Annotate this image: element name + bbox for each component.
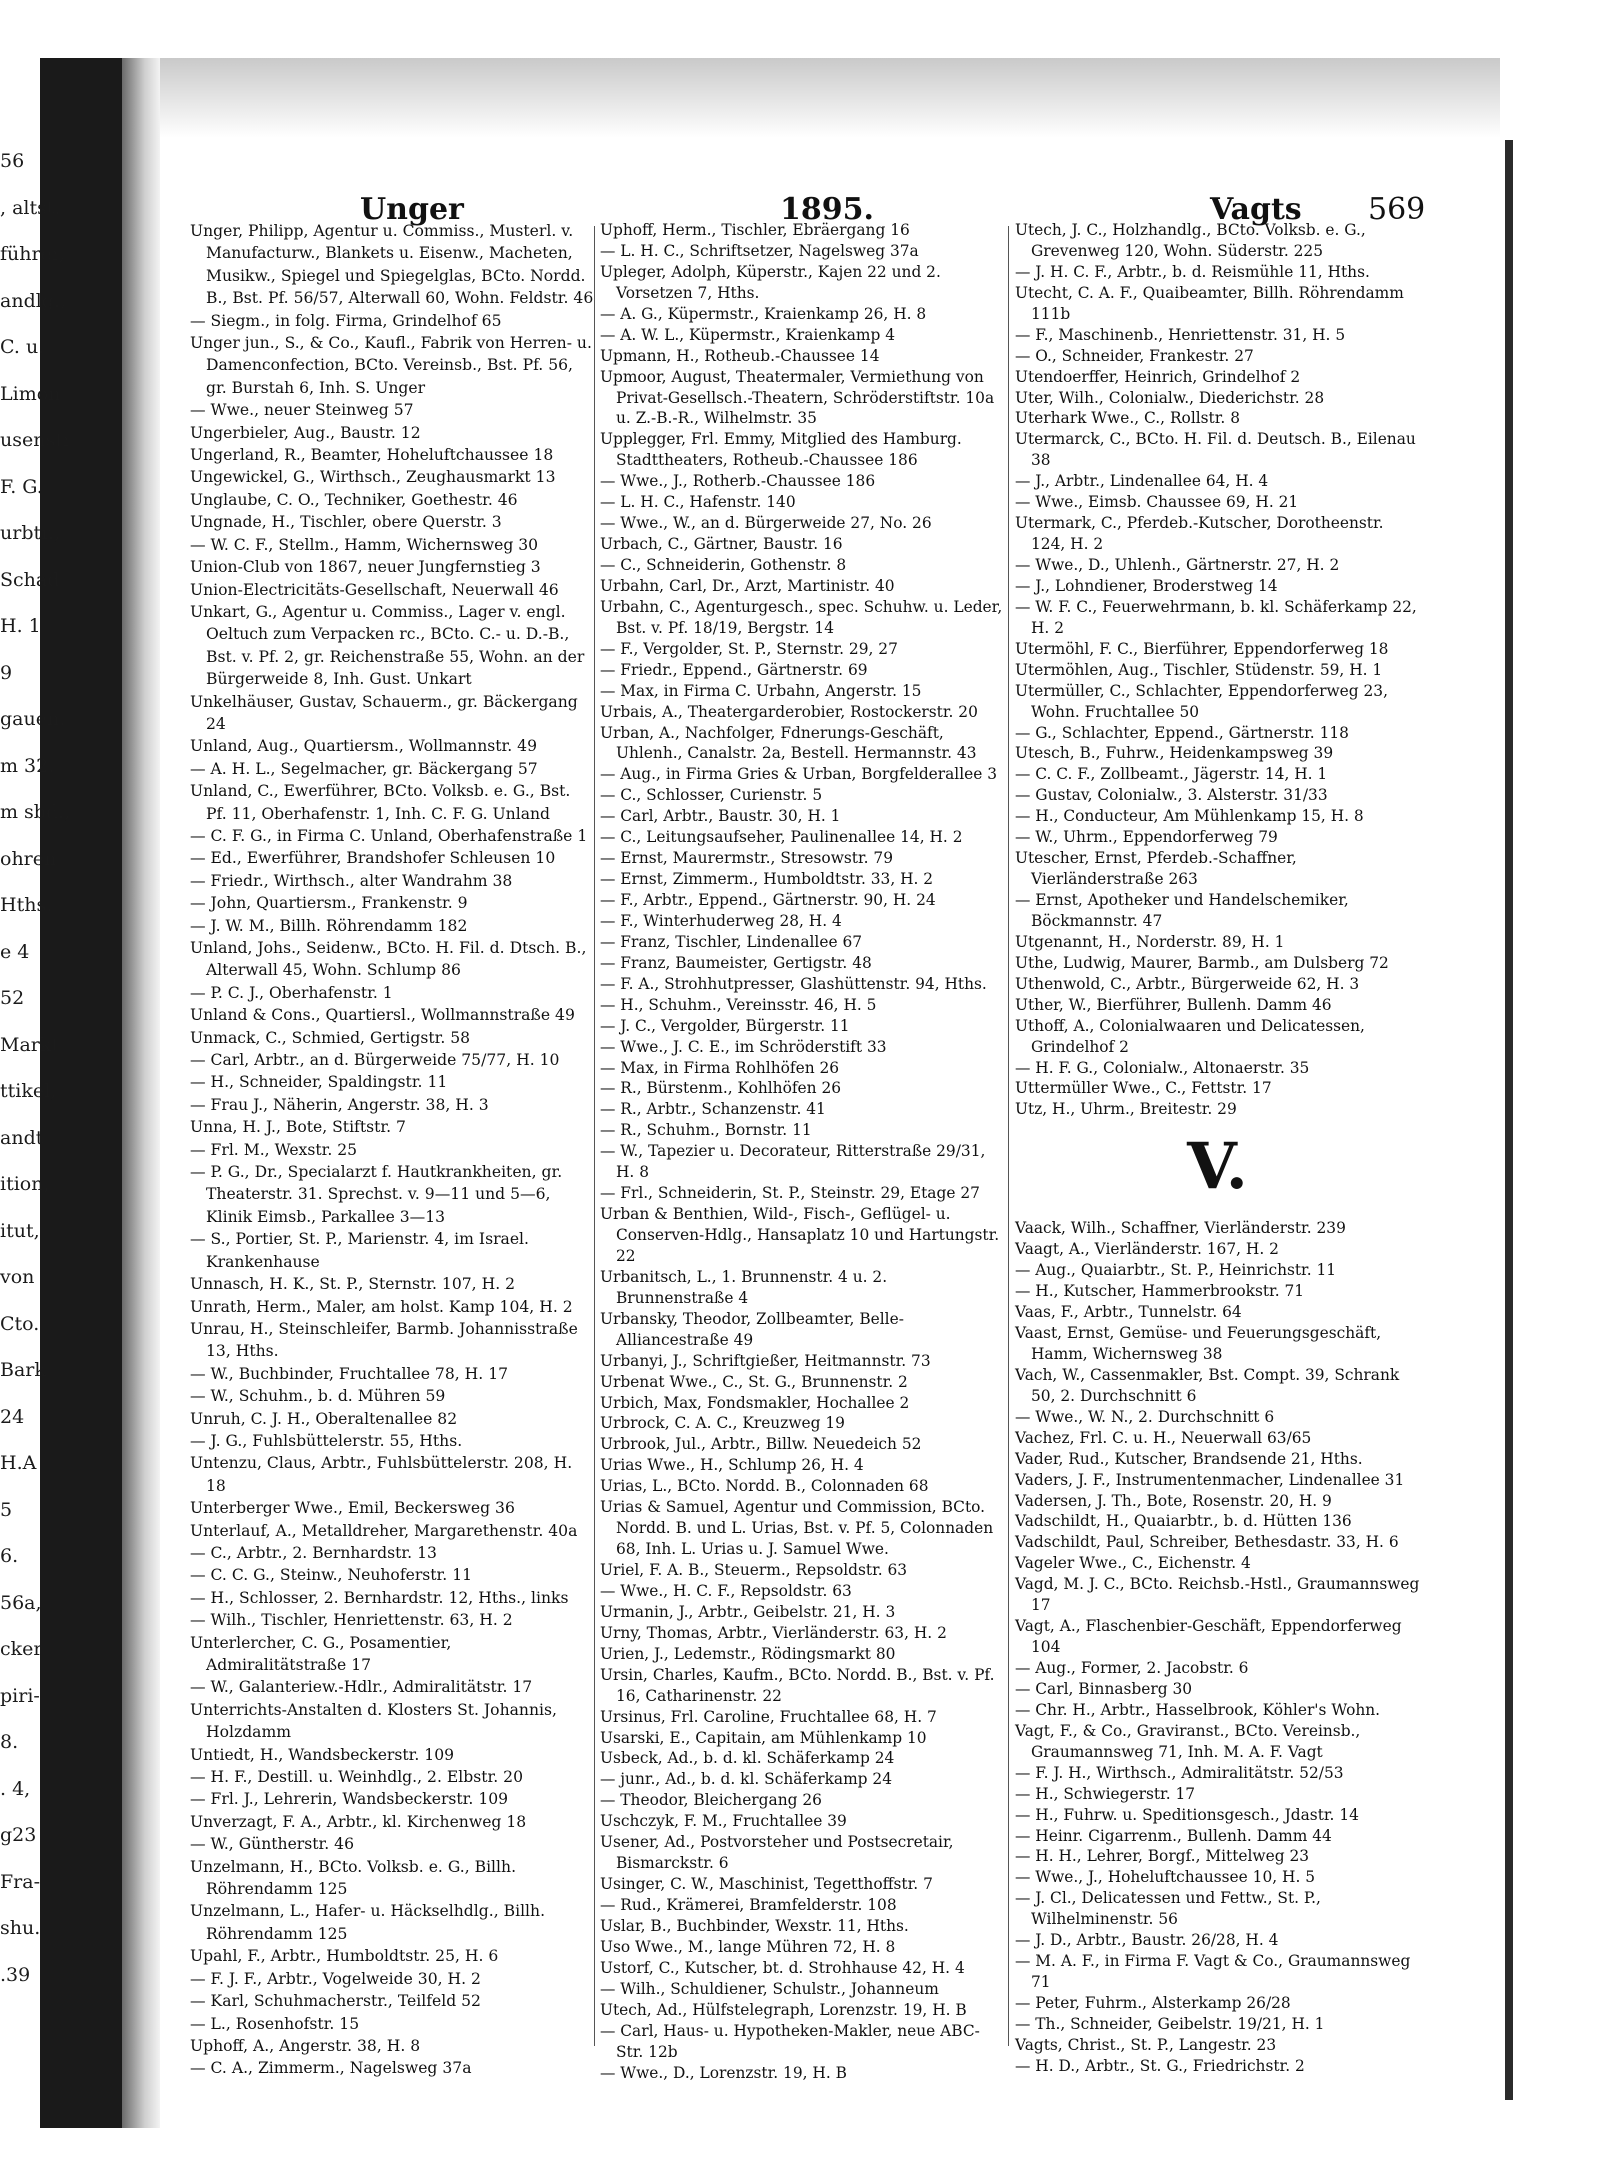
directory-entry: Urien, J., Ledemstr., Rödingsmarkt 80 (600, 1644, 896, 1663)
directory-entry: Utgenannt, H., Norderstr. 89, H. 1 (1015, 932, 1285, 951)
directory-entry: Ursin, Charles, Kaufm., BCto. Nordd. B., Bst. v. Pf. 16, Catharinenstr. 22 (600, 1665, 995, 1705)
directory-entry: — C., Schneiderin, Gothenstr. 8 (600, 556, 847, 574)
directory-entry: — Ed., Ewerführer, Brandshofer Schleusen 10 (190, 849, 556, 868)
prev-page-fragment: .39 (0, 1963, 31, 1986)
prev-page-fragment: 8. (0, 1731, 19, 1753)
prev-page-fragment: H. 1 (0, 615, 41, 637)
directory-entry: Vagts, Christ., St. P., Langestr. 23 (1015, 2035, 1277, 2054)
directory-entry: — G., Schlachter, Eppend., Gärtnerstr. 118 (1015, 723, 1349, 742)
directory-entry: — Theodor, Bleichergang 26 (600, 1791, 822, 1810)
directory-entry: Vadschildt, H., Quaiarbtr., b. d. Hütten 136 (1015, 1512, 1352, 1531)
directory-entry: — Max, in Firma C. Urbahn, Angerstr. 15 (600, 681, 922, 700)
directory-entry: Unverzagt, F. A., Arbtr., kl. Kirchenweg 18 (190, 1812, 527, 1831)
directory-entry: — H., Fuhrw. u. Speditionsgesch., Jdastr. 14 (1015, 1805, 1359, 1824)
directory-entry: Unland, Aug., Quartiersm., Wollmannstr. 49 (190, 737, 538, 756)
directory-entry: Ungerland, R., Beamter, Hoheluftchaussee 18 (190, 446, 554, 465)
directory-entry: Unruh, C. J. H., Oberaltenallee 82 (190, 1409, 458, 1428)
directory-entry: — W., Galanteriew.-Hdlr., Admiralitätstr. 17 (190, 1678, 533, 1697)
directory-entry: — Ernst, Zimmerm., Humboldtstr. 33, H. 2 (600, 870, 934, 889)
directory-entry: Ungnade, H., Tischler, obere Querstr. 3 (190, 513, 502, 532)
directory-entry: Unglaube, C. O., Techniker, Goethestr. 46 (190, 490, 518, 509)
prev-page-fragment: 56a, (0, 1591, 42, 1614)
directory-entry: — Aug., Quaiarbtr., St. P., Heinrichstr. 11 (1015, 1261, 1337, 1280)
directory-entry: Uthe, Ludwig, Maurer, Barmb., am Dulsberg 72 (1015, 953, 1389, 972)
directory-entry: — Wwe., neuer Steinweg 57 (190, 401, 414, 420)
prev-page-fragment: andlg., (0, 289, 67, 312)
prev-page-fragment: m 32, (0, 754, 55, 777)
prev-page-fragment: C. u. (0, 336, 45, 358)
directory-entry: Utermüller, C., Schlachter, Eppendorferweg 23, Wohn. Fruchtallee 50 (1015, 681, 1388, 721)
directory-entry: Union-Club von 1867, neuer Jungfernstieg 3 (190, 558, 541, 577)
directory-entry: — C. C. G., Steinw., Neuhoferstr. 11 (190, 1566, 473, 1585)
directory-entry: — W. C. F., Stellm., Hamm, Wichernsweg 30 (190, 535, 539, 554)
directory-entry: — H. H., Lehrer, Borgf., Mittelweg 23 (1015, 1847, 1310, 1866)
header-right-word: Vagts (1210, 192, 1302, 227)
directory-entry: — H. D., Arbtr., St. G., Friedrichstr. 2 (1015, 2056, 1305, 2075)
directory-entry: Union-Electricitäts-Gesellschaft, Neuerwall 46 (190, 580, 559, 599)
directory-entry: Unterlercher, C. G., Posamentier, Admiralitätstraße 17 (190, 1633, 452, 1674)
directory-entry: Vagd, M. J. C., BCto. Reichsb.-Hstl., Graumannsweg 17 (1015, 1575, 1420, 1615)
directory-entry: — Wwe., J. C. E., im Schröderstift 33 (600, 1037, 887, 1056)
prev-page-fragment: gauen, (0, 708, 66, 730)
directory-entry: — Aug., in Firma Gries & Urban, Borgfelderallee 3 (600, 765, 998, 784)
prev-page-fragment: 24 (0, 1405, 25, 1428)
directory-entry: Utesch, B., Fuhrw., Heidenkampsweg 39 (1015, 744, 1334, 763)
directory-entry: — H., Schlosser, 2. Bernhardstr. 12, Hths., links (190, 1588, 569, 1607)
directory-entry: — W., Tapezier u. Decorateur, Ritterstraße 29/31, H. 8 (600, 1142, 986, 1182)
directory-entry: — W. F. C., Feuerwehrmann, b. kl. Schäferkamp 22, H. 2 (1015, 597, 1417, 637)
column-rule (1008, 226, 1009, 2046)
directory-entry: — Wwe., Eimsb. Chaussee 69, H. 21 (1015, 493, 1299, 512)
directory-entry: — M. A. F., in Firma F. Vagt & Co., Graumannsweg 71 (1015, 1952, 1411, 1992)
directory-entry: — Aug., Former, 2. Jacobstr. 6 (1015, 1659, 1249, 1677)
directory-entry: — W., Uhrm., Eppendorferweg 79 (1015, 828, 1278, 847)
directory-entry: — C., Schlosser, Curienstr. 5 (600, 786, 823, 805)
directory-entry: — Max, in Firma Rohlhöfen 26 (600, 1058, 840, 1077)
directory-entry: — A. W. L., Küpermstr., Kraienkamp 4 (600, 325, 896, 344)
directory-entry: — J. Cl., Delicatessen und Fettw., St. P., Wilhelminenstr. 56 (1015, 1889, 1321, 1929)
directory-entry: — F. A., Strohhutpresser, Glashüttenstr. 94, Hths. (600, 974, 987, 993)
page-top-shadow (160, 58, 1500, 138)
prev-page-fragment: ohren- (0, 847, 63, 870)
directory-entry: Uslar, B., Buchbinder, Wexstr. 11, Hths. (600, 1916, 909, 1935)
directory-entry: — A. H. L., Segelmacher, gr. Bäckergang 57 (190, 759, 538, 778)
directory-entry: Urbanitsch, L., 1. Brunnenstr. 4 u. 2. Brunnenstraße 4 (600, 1267, 888, 1307)
directory-entry: — W., Buchbinder, Fruchtallee 78, H. 17 (190, 1364, 509, 1383)
directory-entry: Urias Wwe., H., Schlump 26, H. 4 (600, 1456, 864, 1475)
directory-entry: — junr., Ad., b. d. kl. Schäferkamp 24 (600, 1770, 893, 1789)
prev-page-fragment: g23 (0, 1824, 37, 1846)
directory-entry: Vaagt, A., Vierländerstr. 167, H. 2 (1015, 1240, 1279, 1259)
directory-entry: Unmack, C., Schmied, Gertigstr. 58 (190, 1028, 471, 1047)
directory-entry: Utermark, C., Pferdeb.-Kutscher, Dorotheenstr. 124, H. 2 (1015, 514, 1384, 554)
directory-entry: Uthoff, A., Colonialwaaren und Delicatessen, Grindelhof 2 (1015, 1016, 1365, 1056)
prev-page-fragment: ttikel, (0, 1080, 57, 1102)
directory-entry: Unland, C., Ewerführer, BCto. Volksb. e. G., Bst. Pf. 11, Oberhafenstr. 1, Inh. C. F. G. Unland (190, 782, 571, 823)
directory-entry: Unterlauf, A., Metalldreher, Margarethenstr. 40a (190, 1521, 578, 1540)
column-3 (1015, 220, 1420, 2077)
directory-entry: Vagt, A., Flaschenbier-Geschäft, Eppendorferweg 104 (1015, 1617, 1402, 1657)
prev-page-fragment: 56 (0, 150, 25, 172)
directory-entry: Uter, Wilh., Colonialw., Diederichstr. 28 (1015, 388, 1325, 407)
directory-entry: Upleger, Adolph, Küperstr., Kajen 22 und 2. Vorsetzen 7, Hths. (600, 262, 941, 302)
directory-entry: — Wwe., D., Uhlenh., Gärtnerstr. 27, H. 2 (1015, 556, 1340, 574)
directory-entry: — Gustav, Colonialw., 3. Alsterstr. 31/33 (1015, 786, 1328, 805)
directory-entry: Utz, H., Uhrm., Breitestr. 29 (1015, 1100, 1237, 1119)
directory-entry: — Wwe., J., Hoheluftchaussee 10, H. 5 (1015, 1868, 1316, 1887)
directory-entry: Urbach, C., Gärtner, Baustr. 16 (600, 535, 843, 554)
header-year: 1895. (780, 192, 874, 227)
directory-entry: Ursinus, Frl. Caroline, Fruchtallee 68, H. 7 (600, 1707, 937, 1726)
directory-entry: Utech, J. C., Holzhandlg., BCto. Volksb. e. G., Grevenweg 120, Wohn. Süderstr. 225 (1015, 221, 1366, 260)
directory-entry: — J., Arbtr., Lindenallee 64, H. 4 (1015, 472, 1269, 491)
prev-page-fragment: urbtr., (0, 522, 61, 544)
directory-entry: — Frl., Schneiderin, St. P., Steinstr. 29, Etage 27 (600, 1184, 980, 1203)
directory-entry: Urban & Benthien, Wild-, Fisch-, Geflügel- u. Conserven-Hdlg., Hansaplatz 10 und Hartungstr. 22 (600, 1205, 1000, 1265)
directory-entry: Upplegger, Frl. Emmy, Mitglied des Hamburg. Stadttheaters, Rotheub.-Chaussee 186 (600, 430, 962, 470)
directory-entry: Unrau, H., Steinschleifer, Barmb. Johannisstraße 13, Hths. (190, 1319, 578, 1361)
directory-entry: Urbansky, Theodor, Zollbeamter, Belle-Alliancestraße 49 (600, 1309, 904, 1349)
directory-entry: Uriel, F. A. B., Steuerm., Repsoldstr. 63 (600, 1561, 908, 1579)
directory-entry: — J. G., Fuhlsbüttelerstr. 55, Hths. (190, 1431, 463, 1450)
directory-entry: Vaack, Wilh., Schaffner, Vierländerstr. 239 (1015, 1219, 1346, 1238)
directory-entry: Utecht, C. A. F., Quaibeamter, Billh. Röhrendamm 111b (1015, 283, 1404, 323)
directory-entry: — Frl. M., Wexstr. 25 (190, 1140, 358, 1159)
directory-entry: Utermöhlen, Aug., Tischler, Stüdenstr. 59, H. 1 (1015, 660, 1383, 679)
directory-entry: Urbanyi, J., Schriftgießer, Heitmannstr. 73 (600, 1351, 931, 1370)
directory-entry: Uso Wwe., M., lange Mühren 72, H. 8 (600, 1937, 896, 1956)
directory-entry: — P. G., Dr., Specialarzt f. Hautkrankheiten, gr. Theaterstr. 31. Sprechst. v. 9—11 und 5—6, Klinik Eimsb., Parkallee 3—13 (190, 1163, 563, 1226)
directory-entry: — Frl. J., Lehrerin, Wandsbeckerstr. 109 (190, 1790, 509, 1809)
directory-entry: — H., Kutscher, Hammerbrookstr. 71 (1015, 1282, 1305, 1301)
directory-entry: Unger, Philipp, Agentur u. Commiss., Musterl. v. Manufacturw., Blankets u. Eisenw., Macheten, Musikw., Spiegel und Spiegelglas, BCto. Nordd. B., Bst. Pf. 56/57, Alterwall 60, Wohn. Feldstr. 46 (190, 222, 594, 308)
directory-entry: — Karl, Schuhmacherstr., Teilfeld 52 (190, 1992, 481, 2011)
directory-entry: — L., Rosenhofstr. 15 (190, 2014, 360, 2033)
directory-entry: — Carl, Arbtr., an d. Bürgerweide 75/77, H. 10 (190, 1051, 560, 1070)
prev-page-fragment: , altst. (0, 196, 61, 219)
directory-entry: — P. C. J., Oberhafenstr. 1 (190, 983, 393, 1002)
directory-entry: Upmann, H., Rotheub.-Chaussee 14 (600, 346, 880, 365)
prev-page-fragment: 6. (0, 1545, 19, 1567)
directory-entry: — R., Bürstenm., Kohlhöfen 26 (600, 1079, 842, 1098)
directory-entry: Utermarck, C., BCto. H. Fil. d. Deutsch. B., Eilenau 38 (1015, 430, 1416, 470)
directory-entry: Vadschildt, Paul, Schreiber, Bethesdastr. 33, H. 6 (1015, 1533, 1399, 1552)
directory-entry: Vader, Rud., Kutscher, Brandsende 21, Hths. (1015, 1449, 1363, 1468)
directory-entry: — C., Leitungsaufseher, Paulinenallee 14, H. 2 (600, 828, 963, 847)
directory-entry: Uphoff, A., Angerstr. 38, H. 8 (190, 2036, 421, 2055)
prev-page-fragment: Schad (0, 568, 60, 591)
directory-entry: Usener, Ad., Postvorsteher und Postsecretair, Bismarckstr. 6 (600, 1833, 954, 1873)
directory-entry: — C. A., Zimmerm., Nagelsweg 37a (190, 2059, 472, 2078)
prev-page-fragment: F. G. (0, 475, 43, 498)
directory-entry: — J. H. C. F., Arbtr., b. d. Reismühle 11, Hths. (1015, 262, 1370, 281)
directory-entry: — J. D., Arbtr., Baustr. 26/28, H. 4 (1015, 1931, 1279, 1950)
directory-entry: Utermöhl, F. C., Bierführer, Eppendorferweg 18 (1015, 639, 1389, 658)
prev-page-fragment: Markt- (0, 1033, 66, 1056)
directory-entry: — Siegm., in folg. Firma, Grindelhof 65 (190, 311, 502, 330)
directory-entry: — F., Maschinenb., Henriettenstr. 31, H. 5 (1015, 325, 1346, 344)
prev-page-fragment: ition, (0, 1173, 50, 1195)
directory-entry: — J. W. M., Billh. Röhrendamm 182 (190, 916, 468, 935)
directory-entry: — Wilh., Tischler, Henriettenstr. 63, H. 2 (190, 1611, 513, 1630)
directory-entry: — Frau J., Näherin, Angerstr. 38, H. 3 (190, 1095, 489, 1114)
directory-entry: Utescher, Ernst, Pferdeb.-Schaffner, Vierländerstraße 263 (1015, 849, 1297, 889)
directory-entry: — Chr. H., Arbtr., Hasselbrook, Köhler's Wohn. (1015, 1700, 1381, 1719)
prev-page-fragment: 5 (0, 1498, 13, 1521)
directory-entry: Usbeck, Ad., b. d. kl. Schäferkamp 24 (600, 1749, 895, 1768)
directory-entry: Urbais, A., Theatergarderobier, Rostockerstr. 20 (600, 702, 978, 721)
directory-entry: — Friedr., Eppend., Gärtnerstr. 69 (600, 660, 868, 679)
directory-entry: Urmanin, J., Arbtr., Geibelstr. 21, H. 3 (600, 1602, 896, 1621)
directory-entry: — H., Conducteur, Am Mühlenkamp 15, H. 8 (1015, 807, 1364, 826)
directory-entry: Ungerbieler, Aug., Baustr. 12 (190, 423, 421, 442)
prev-page-fragment: cker- (0, 1638, 49, 1660)
column-2 (600, 220, 1005, 2083)
directory-entry: — F. J. F., Arbtr., Vogelweide 30, H. 2 (190, 1969, 481, 1988)
prev-page-fragment: m sbd., (0, 801, 71, 823)
directory-entry: — F., Winterhuderweg 28, H. 4 (600, 911, 842, 930)
directory-entry: Vaders, J. F., Instrumentenmacher, Lindenallee 31 (1015, 1470, 1405, 1489)
directory-entry: Usarski, E., Capitain, am Mühlenkamp 10 (600, 1728, 927, 1747)
directory-entry: Uthenwold, C., Arbtr., Bürgerweide 62, H. 3 (1015, 974, 1360, 993)
directory-entry: — Th., Schneider, Geibelstr. 19/21, H. 1 (1015, 2014, 1325, 2033)
directory-entry: Unland & Cons., Quartiersl., Wollmannstraße 49 (190, 1006, 575, 1025)
directory-entry: Urbenat Wwe., C., St. G., Brunnenstr. 2 (600, 1372, 908, 1391)
page-number: 569 (1368, 192, 1426, 227)
prev-page-fragment: Fra- (0, 1870, 41, 1893)
directory-entry: Uphoff, Herm., Tischler, Ebräergang 16 (600, 221, 910, 239)
directory-entry: — John, Quartiersm., Frankenstr. 9 (190, 894, 468, 913)
directory-entry: — Ernst, Apotheker und Handelschemiker, Böckmannstr. 47 (1015, 891, 1349, 930)
directory-entry: — S., Portier, St. P., Marienstr. 4, im Israel. Krankenhause (190, 1230, 530, 1271)
directory-entry: Upmoor, August, Theatermaler, Vermiethung von Privat-Gesellsch.-Theatern, Schröderstiftstr. 10a u. Z.-B.-R., Wilhelmstr. 35 (600, 367, 995, 428)
directory-entry: Unterrichts-Anstalten d. Klosters St. Johannis, Holzdamm (190, 1700, 557, 1742)
directory-entry: Vachez, Frl. C. u. H., Neuerwall 63/65 (1015, 1428, 1312, 1447)
directory-entry: — Wilh., Schuldiener, Schulstr., Johanneum (600, 1979, 939, 1998)
directory-entry: Urbrock, C. A. C., Kreuzweg 19 (600, 1414, 845, 1433)
directory-entry: Uschczyk, F. M., Fruchtallee 39 (600, 1812, 847, 1831)
header-left-word: Unger (360, 192, 464, 227)
prev-page-fragment: shu. (0, 1917, 41, 1939)
directory-entry: Unnasch, H. K., St. P., Sternstr. 107, H. 2 (190, 1275, 516, 1294)
directory-entry: — L. H. C., Hafenstr. 140 (600, 493, 796, 512)
directory-entry: — Ernst, Maurermstr., Stresowstr. 79 (600, 849, 893, 868)
directory-entry: Urbahn, C., Agenturgesch., spec. Schuhw. u. Leder, Bst. v. Pf. 18/19, Bergstr. 14 (600, 597, 1003, 637)
directory-entry: Utendoerffer, Heinrich, Grindelhof 2 (1015, 367, 1301, 386)
directory-entry: Vaast, Ernst, Gemüse- und Feuerungsgeschäft, Hamm, Wichernsweg 38 (1015, 1324, 1382, 1363)
directory-entry: Vadersen, J. Th., Bote, Rosenstr. 20, H. 9 (1015, 1491, 1332, 1510)
directory-entry: — Peter, Fuhrm., Alsterkamp 26/28 (1015, 1994, 1291, 2012)
directory-entry: Unzelmann, L., Hafer- u. Häckselhdlg., Billh. Röhrendamm 125 (190, 1902, 546, 1943)
directory-entry: — O., Schneider, Frankestr. 27 (1015, 346, 1254, 365)
prev-page-fragment: e 4 (0, 940, 30, 963)
directory-entry: — Wwe., J., Rotherb.-Chaussee 186 (600, 472, 876, 491)
directory-entry: — Carl, Haus- u. Hypotheken-Makler, neue ABC-Str. 12b (600, 2021, 980, 2061)
prev-page-fragment: 9 (0, 661, 13, 684)
directory-entry: — Wwe., D., Lorenzstr. 19, H. B (600, 2063, 847, 2082)
directory-entry: Unkelhäuser, Gustav, Schauerm., gr. Bäckergang 24 (190, 692, 578, 733)
directory-entry: — Carl, Binnasberg 30 (1015, 1679, 1193, 1698)
directory-entry: — Heinr. Cigarrenm., Bullenh. Damm 44 (1015, 1826, 1332, 1845)
directory-entry: — R., Arbtr., Schanzenstr. 41 (600, 1100, 826, 1119)
prev-page-fragment: Limon- (0, 382, 67, 405)
prev-page-fragment: piri- (0, 1684, 40, 1707)
directory-entry: Urny, Thomas, Arbtr., Vierländerstr. 63, H. 2 (600, 1623, 947, 1642)
directory-entry: — Wwe., W., an d. Bürgerweide 27, No. 26 (600, 514, 932, 533)
prev-page-fragment: . 4, (0, 1777, 31, 1800)
prev-page-fragment: Hths. (0, 894, 53, 916)
directory-entry: Urias & Samuel, Agentur und Commission, BCto. Nordd. B. und L. Urias, Bst. v. Pf. 5, Colonnaden 68, Inh. L. Urias u. J. Samuel Wwe. (600, 1498, 994, 1559)
prev-page-fragment: itut, (0, 1219, 40, 1242)
directory-entry: Unger jun., S., & Co., Kaufl., Fabrik von Herren- u. Damenconfection, BCto. Vereinsb., Bst. Pf. 56, gr. Burstah 6, Inh. S. Unger (190, 334, 592, 397)
directory-entry: Vageler Wwe., C., Eichenstr. 4 (1015, 1554, 1251, 1573)
previous-page-fragments (0, 150, 72, 2050)
directory-entry: Unkart, G., Agentur u. Commiss., Lager v. engl. Oeltuch zum Verpacken rc., BCto. C.- u. D.-B., Bst. v. Pf. 2, gr. Reichenstraße 55, Wohn. an der Bürgerweide 8, Inh. Gust. Unkart (190, 602, 585, 689)
prev-page-fragment: führer, (0, 243, 65, 265)
directory-entry: — H., Schwiegerstr. 17 (1015, 1784, 1196, 1803)
directory-entry: — R., Schuhm., Bornstr. 11 (600, 1121, 812, 1140)
directory-entry: — Rud., Krämerei, Bramfelderstr. 108 (600, 1896, 897, 1914)
column-1 (190, 220, 595, 2080)
directory-entry: — Wwe., H. C. F., Repsoldstr. 63 (600, 1581, 852, 1600)
directory-entry: Uther, W., Bierführer, Bullenh. Damm 46 (1015, 995, 1332, 1014)
prev-page-fragment: usenstr (0, 429, 72, 451)
prev-page-fragment: Cto. (0, 1312, 40, 1335)
directory-entry: — A. G., Küpermstr., Kraienkamp 26, H. 8 (600, 304, 927, 323)
directory-entry: Urbahn, Carl, Dr., Arzt, Martinistr. 40 (600, 576, 895, 595)
directory-entry: Vach, W., Cassenmakler, Bst. Compt. 39, Schrank 50, 2. Durchschnitt 6 (1015, 1365, 1400, 1405)
directory-entry: — Friedr., Wirthsch., alter Wandrahm 38 (190, 871, 513, 890)
directory-entry: — F., Arbtr., Eppend., Gärtnerstr. 90, H. 24 (600, 891, 936, 909)
directory-entry: Unterberger Wwe., Emil, Beckersweg 36 (190, 1499, 515, 1518)
directory-entry: Untenzu, Claus, Arbtr., Fuhlsbüttelerstr. 208, H. 18 (190, 1454, 573, 1495)
directory-entry: Urbrook, Jul., Arbtr., Billw. Neuedeich 52 (600, 1435, 922, 1454)
directory-entry: Urban, A., Nachfolger, Fdnerungs-Geschäft, Uhlenh., Canalstr. 2a, Bestell. Hermannstr. 43 (600, 723, 977, 763)
section-letter: V. (1187, 1129, 1248, 1205)
directory-entry: Ustorf, C., Kutscher, bt. d. Strohhause 42, H. 4 (600, 1958, 965, 1977)
directory-entry: — W., Schuhm., b. d. Mühren 59 (190, 1387, 446, 1406)
directory-entry: — F. J. H., Wirthsch., Admiralitätstr. 52/53 (1015, 1763, 1344, 1782)
directory-entry: — J., Lohndiener, Broderstweg 14 (1015, 576, 1278, 595)
directory-entry: Unzelmann, H., BCto. Volksb. e. G., Billh. Röhrendamm 125 (190, 1857, 517, 1899)
directory-entry: Utech, Ad., Hülfstelegraph, Lorenzstr. 19, H. B (600, 2000, 967, 2019)
directory-entry: — Franz, Tischler, Lindenallee 67 (600, 932, 863, 951)
directory-entry: Usinger, C. W., Maschinist, Tegetthoffstr. 7 (600, 1875, 933, 1894)
directory-entry: — L. H. C., Schriftsetzer, Nagelsweg 37a (600, 241, 919, 260)
directory-entry: Uterhark Wwe., C., Rollstr. 8 (1015, 409, 1240, 428)
directory-entry: — H., Schneider, Spaldingstr. 11 (190, 1073, 448, 1092)
directory-entry: — Franz, Baumeister, Gertigstr. 48 (600, 953, 872, 972)
directory-entry: — H. F., Destill. u. Weinhdlg., 2. Elbstr. 20 (190, 1768, 523, 1787)
directory-entry: Uttermüller Wwe., C., Fettstr. 17 (1015, 1079, 1272, 1098)
directory-entry: Urbich, Max, Fondsmakler, Hochallee 2 (600, 1393, 910, 1412)
directory-entry: — C. C. F., Zollbeamt., Jägerstr. 14, H. 1 (1015, 765, 1328, 784)
directory-entry: Unland, Johs., Seidenw., BCto. H. Fil. d. Dtsch. B., Alterwall 45, Wohn. Schlump 86 (190, 939, 587, 980)
prev-page-fragment: 52 (0, 987, 25, 1009)
page-edge (1505, 140, 1513, 2100)
directory-entry: — H. F. G., Colonialw., Altonaerstr. 35 (1015, 1058, 1310, 1077)
directory-entry: — J. C., Vergolder, Bürgerstr. 11 (600, 1016, 850, 1035)
directory-entry: — Carl, Arbtr., Baustr. 30, H. 1 (600, 807, 841, 826)
directory-entry: Vagt, F., & Co., Graviranst., BCto. Vereinsb., Graumannsweg 71, Inh. M. A. F. Vagt (1015, 1721, 1361, 1761)
directory-entry: Unrath, Herm., Maler, am holst. Kamp 104, H. 2 (190, 1297, 573, 1316)
directory-entry: — W., Güntherstr. 46 (190, 1835, 355, 1854)
prev-page-fragment: Bark- (0, 1359, 52, 1381)
directory-entry: Vaas, F., Arbtr., Tunnelstr. 64 (1015, 1303, 1242, 1322)
directory-entry: Upahl, F., Arbtr., Humboldtstr. 25, H. 6 (190, 1947, 499, 1966)
directory-entry: — Wwe., W. N., 2. Durchschnitt 6 (1015, 1407, 1275, 1426)
prev-page-fragment: H.A (0, 1452, 37, 1474)
directory-entry: Unna, H. J., Bote, Stiftstr. 7 (190, 1118, 406, 1137)
directory-entry: — C., Arbtr., 2. Bernhardstr. 13 (190, 1543, 437, 1562)
directory-entry: — C. F. G., in Firma C. Unland, Oberhafenstraße 1 (190, 826, 588, 845)
gutter-shadow (122, 58, 160, 2128)
prev-page-fragment: andt- (0, 1126, 50, 1149)
directory-entry: Ungewickel, G., Wirthsch., Zeughausmarkt 13 (190, 468, 556, 487)
directory-entry: Untiedt, H., Wandsbeckerstr. 109 (190, 1745, 455, 1764)
directory-entry: — F., Vergolder, St. P., Sternstr. 29, 27 (600, 639, 898, 658)
directory-entry: Urias, L., BCto. Nordd. B., Colonnaden 68 (600, 1477, 929, 1496)
directory-entry: — H., Schuhm., Vereinsstr. 46, H. 5 (600, 995, 877, 1014)
prev-page-fragment: von (0, 1266, 35, 1288)
